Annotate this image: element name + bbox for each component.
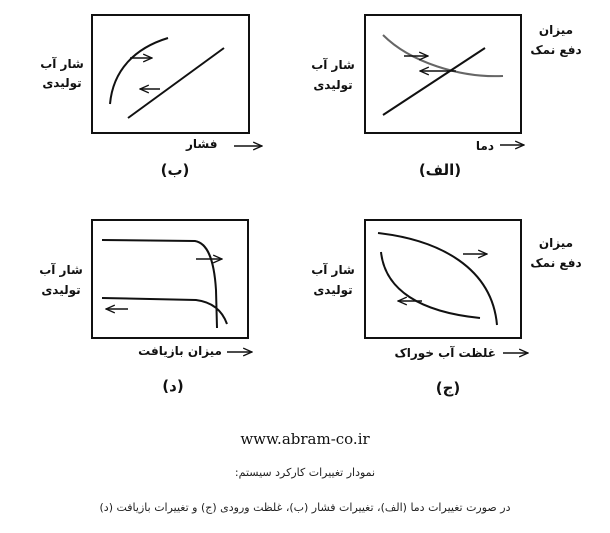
- panel-be-label: (ب): [160, 161, 190, 179]
- panel-jim-label: (ج): [435, 379, 461, 397]
- panel-jim-curve-lower: [381, 252, 480, 318]
- panel-be-ylabel-line2: تولیدی: [42, 76, 82, 90]
- panel-alef-flux-line: [383, 48, 485, 115]
- panel-alef-right-label-line1: میزان: [538, 23, 574, 37]
- panel-alef-ylabel-line2: تولیدی: [313, 78, 353, 92]
- figure-description: در صورت تغییرات دما (الف)، تغییرات فشار (ب)، غلظت ورودی (ج) و تغییرات بازیافت (د): [99, 501, 511, 514]
- panel-be: [92, 15, 262, 146]
- panel-dal-ylabel-line2: تولیدی: [41, 283, 81, 297]
- panel-alef-xlabel: دما: [475, 139, 494, 153]
- panel-jim-ylabel-line1: شار آب: [311, 263, 355, 277]
- panel-jim-ylabel-line2: تولیدی: [313, 283, 353, 297]
- panel-be-ylabel-line1: شار آب: [40, 57, 84, 71]
- panel-jim-xlabel: غلظت آب خوراک: [394, 346, 496, 360]
- panel-dal: [92, 220, 252, 352]
- panel-alef: [365, 15, 524, 145]
- panel-jim-curve-upper: [378, 233, 497, 325]
- panel-be-xlabel: فشار: [186, 137, 218, 151]
- panel-alef-label: (الف): [418, 161, 462, 179]
- panel-be-frame: [92, 15, 249, 133]
- panel-dal-ylabel-line1: شار آب: [39, 263, 83, 277]
- panel-jim-right-label-line2: دفع نمک: [530, 256, 582, 270]
- panel-jim: [365, 220, 528, 353]
- panel-dal-xlabel: میزان بازیافت: [138, 344, 222, 358]
- panel-alef-ylabel-line1: شار آب: [311, 58, 355, 72]
- panel-jim-right-label-line1: میزان: [538, 236, 574, 250]
- panel-alef-frame: [365, 15, 521, 133]
- panel-alef-right-label-line2: دفع نمک: [530, 43, 582, 57]
- panel-dal-curve-lower: [102, 298, 227, 324]
- figure-caption: نمودار تغییرات کارکرد سیستم:: [234, 466, 376, 479]
- panel-dal-curve-upper: [102, 240, 217, 328]
- panel-dal-label: (د): [162, 377, 184, 395]
- panel-jim-frame: [365, 220, 521, 338]
- panel-alef-rejection-curve: [383, 35, 503, 76]
- source-url: www.abram-co.ir: [240, 430, 370, 448]
